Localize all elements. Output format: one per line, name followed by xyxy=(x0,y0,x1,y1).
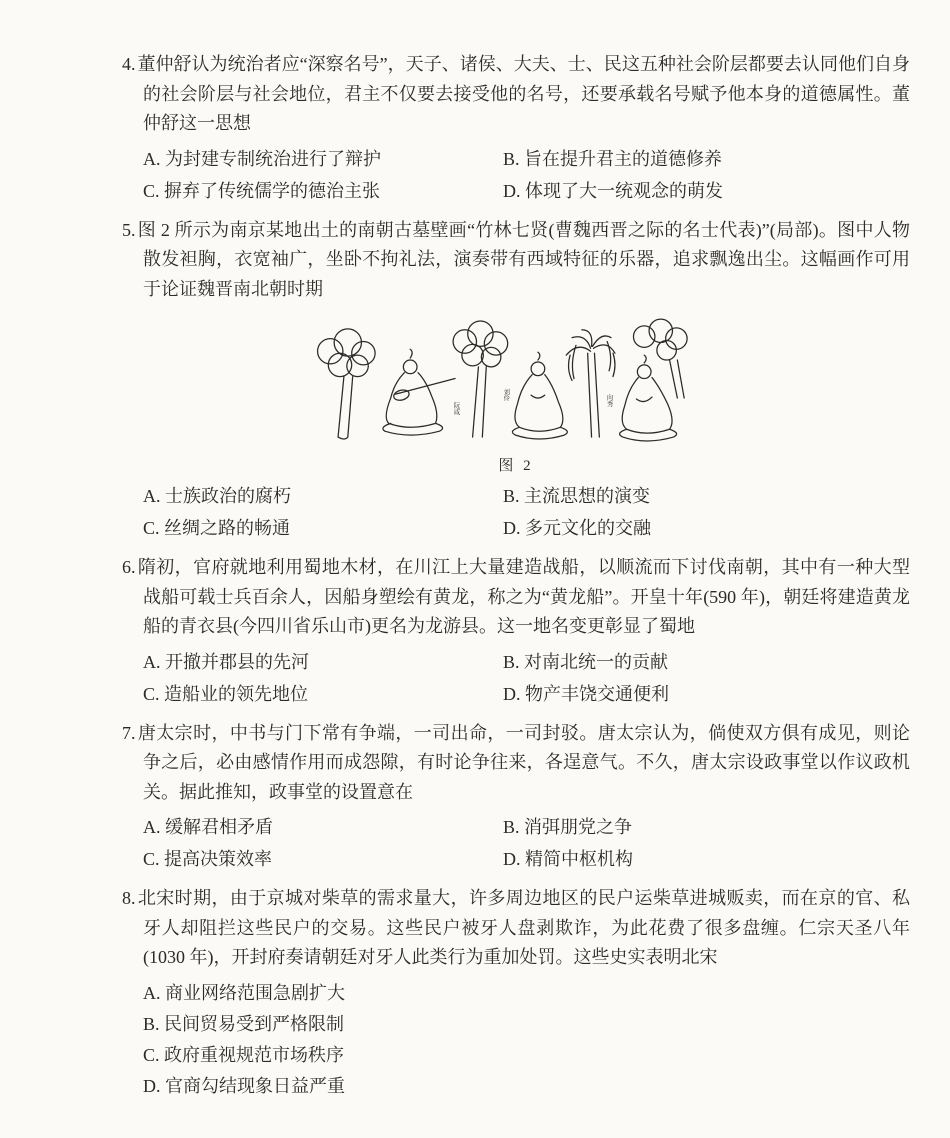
question-number: 6. xyxy=(122,557,136,577)
option-c: C. 摒弃了传统儒学的德治主张 xyxy=(143,180,381,201)
option-d: D. 多元文化的交融 xyxy=(503,518,651,538)
option-c: C. 提高决策效率 xyxy=(143,849,273,869)
option-b: B. 对南北统一的贡献 xyxy=(503,651,669,672)
option-a: A. 商业网络范围急剧扩大 xyxy=(143,982,345,1003)
option-a: A. 为封建专制统治进行了辩护 xyxy=(143,148,381,169)
bamboo-grove-mural-image xyxy=(301,312,691,449)
option-a: A. 缓解君相矛盾 xyxy=(143,817,273,837)
mural-label-liuling: 刘伶 xyxy=(502,388,510,401)
question-5-options xyxy=(122,481,910,544)
question-5-stem-block xyxy=(122,216,910,305)
question-stem: 图 2 所示为南京某地出土的南朝古墓壁画“竹林七贤(曹魏西晋之际的名士代表)”(局部)。图中人物散发袒胸，衣宽袖广，坐卧不拘礼法，演奏带有西域特征的乐器，追求飘逸出尘。这幅画作可用于论证魏晋南北朝时期 xyxy=(137,219,910,299)
question-number: 8. xyxy=(122,888,136,908)
question-4-stem-block xyxy=(122,50,910,139)
option-b: B. 旨在提升君主的道德修养 xyxy=(503,148,723,169)
question-7-options xyxy=(122,812,910,875)
question-stem: 董仲舒认为统治者应“深察名号”，天子、诸侯、大夫、士、民这五种社会阶层都要去认同他们自身的社会阶层与社会地位，君主不仅要去接受他的名号，还要承载名号赋予他本身的道德属性。董仲舒这一思想 xyxy=(137,54,910,133)
figure-caption: 图 2 xyxy=(498,458,534,474)
question-6-stem-block xyxy=(122,553,910,642)
question-8-stem-block xyxy=(122,884,910,973)
option-d: D. 物产丰饶交通便利 xyxy=(503,683,669,704)
mural-label-ruanxian: 阮咸 xyxy=(452,401,460,415)
question-number: 4. xyxy=(122,54,136,74)
question-6 xyxy=(122,553,910,710)
question-7-stem-block xyxy=(122,719,910,808)
question-number: 5. xyxy=(122,219,136,240)
figure-2-block xyxy=(122,312,910,476)
option-d: D. 精简中枢机构 xyxy=(503,849,633,869)
option-b: B. 主流思想的演变 xyxy=(503,486,651,506)
option-a: A. 开撤并郡县的先河 xyxy=(143,651,309,672)
question-7 xyxy=(122,719,910,876)
option-b: B. 消弭朋党之争 xyxy=(503,817,633,837)
question-4 xyxy=(122,50,910,207)
option-c: C. 丝绸之路的畅通 xyxy=(143,518,291,538)
option-d: D. 体现了大一统观念的萌发 xyxy=(503,180,723,201)
question-8-options xyxy=(122,978,910,1102)
question-6-options xyxy=(122,647,910,710)
mural-label-xiangxiu: 向秀 xyxy=(605,394,613,407)
question-stem: 北宋时期，由于京城对柴草的需求量大，许多周边地区的民户运柴草进城贩卖，而在京的官、私牙人却阻拦这些民户的交易。这些民户被牙人盘剥欺诈，为此花费了很多盘缠。仁宗天圣八年(1030 年)，开封府奏请朝廷对牙人此类行为重加处罚。这些史实表明北宋 xyxy=(137,888,910,967)
questions-column xyxy=(122,50,910,1111)
question-4-options xyxy=(122,144,910,207)
option-b: B. 民间贸易受到严格限制 xyxy=(143,1013,345,1034)
question-stem: 隋初，官府就地利用蜀地木材，在川江上大量建造战船，以顺流而下讨伐南朝，其中有一种大型战船可载士兵百余人，因船身塑绘有黄龙，称之为“黄龙船”。开皇十年(590 年)，朝廷将建造黄龙船的青衣县(今四川省乐山市)更名为龙游县。这一地名变更彰显了蜀地 xyxy=(137,557,910,636)
question-8 xyxy=(122,884,910,1102)
option-d: D. 官商勾结现象日益严重 xyxy=(143,1075,345,1096)
option-c: C. 造船业的领先地位 xyxy=(143,683,309,704)
question-stem: 唐太宗时，中书与门下常有争端，一司出命，一司封驳。唐太宗认为，倘使双方俱有成见，则论争之后，必由感情作用而成怨隙，有时论争往来，各逞意气。不久，唐太宗设政事堂以作议政机关。据此推知，政事堂的设置意在 xyxy=(137,722,910,802)
option-c: C. 政府重视规范市场秩序 xyxy=(143,1044,345,1065)
question-number: 7. xyxy=(122,722,136,743)
question-5 xyxy=(122,216,910,545)
option-a: A. 士族政治的腐朽 xyxy=(143,486,291,506)
